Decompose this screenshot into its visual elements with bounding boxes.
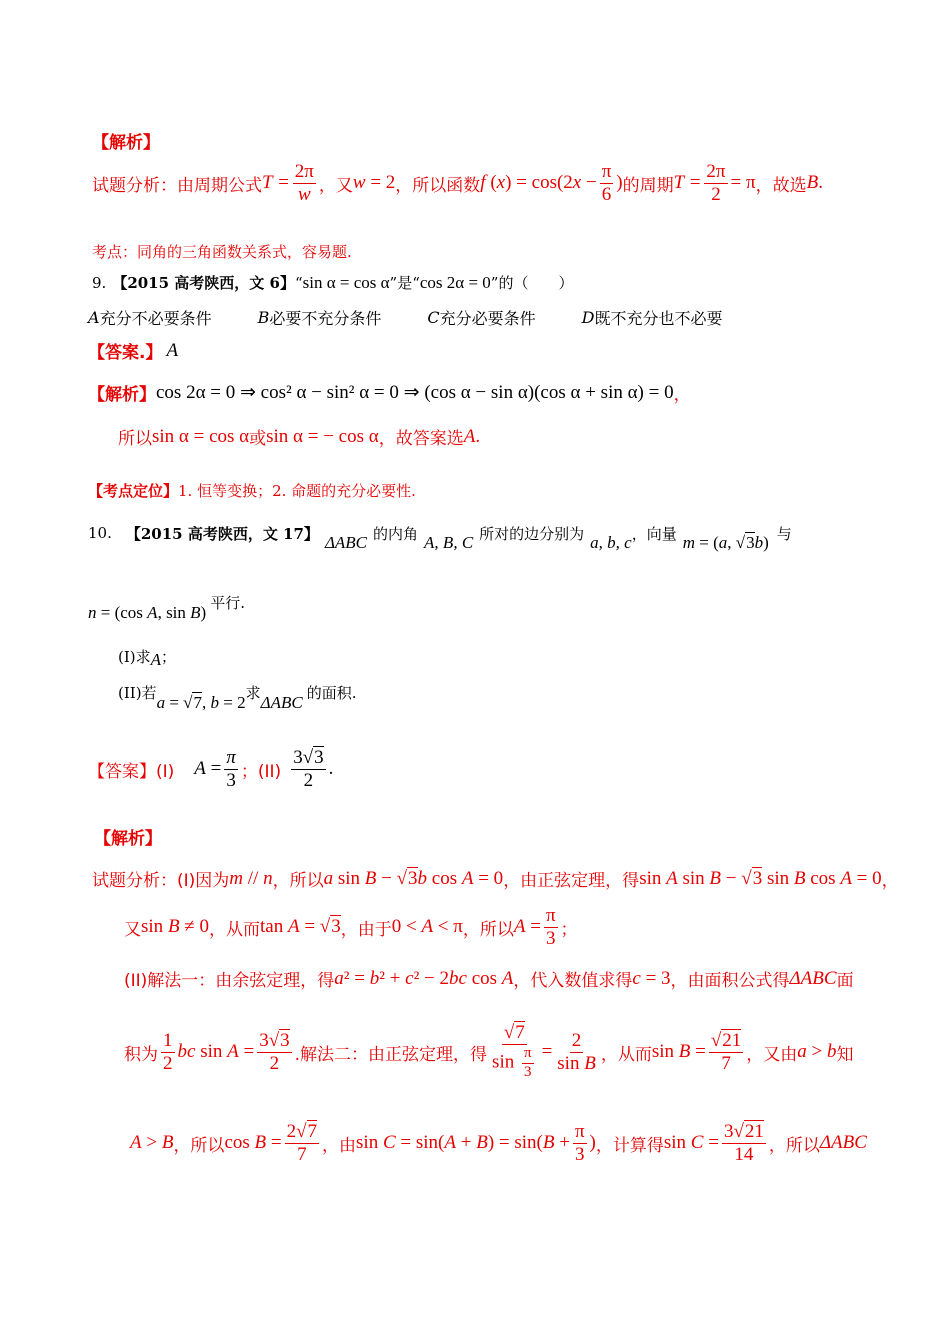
q8-solution-line: 试题分析：由周期公式 T = $\frac{2\pi}{w}$ ，又 w = 2 ，所以函数 f (x) = cos(2x − $\frac{\pi}{6}$ ) 的周期 T = $\frac{2\pi}{2}$ = π ，故选 B . bbox=[92, 160, 823, 205]
q10-sol-2d: ，所以 bbox=[462, 919, 514, 940]
q10-math-sinB-eq: sin B = bbox=[651, 1041, 706, 1062]
q9-answer-value: A bbox=[166, 339, 179, 361]
q10-question-line-2 bbox=[88, 592, 245, 622]
q10-sol-4a: 积为 bbox=[124, 1044, 158, 1065]
q10-math-A-gt-B: A > B bbox=[130, 1132, 174, 1153]
q10-source: 【2015 高考陕西，文 17】 bbox=[125, 524, 319, 543]
jiexi-label-q8: 【解析】 bbox=[92, 133, 160, 153]
q9-kaodian-label: 【考点定位】 bbox=[88, 482, 179, 500]
q10-text-4: 与 bbox=[776, 524, 792, 543]
q8-math-T: T = bbox=[262, 172, 290, 193]
q10-math-range: 0 < A < π bbox=[391, 916, 463, 937]
q10-answer-label: 【答案】(I) bbox=[88, 761, 175, 782]
q10-math-A-eq: A = bbox=[513, 916, 541, 937]
q10-math-triangle: ΔABC bbox=[324, 533, 368, 552]
q10-sol-1a: 试题分析：(I)因为 bbox=[92, 871, 230, 891]
q10-math-frac-2-sinB: $\frac{2}{\text{sin B}}$ bbox=[557, 1029, 596, 1074]
q10-sol-4e: 知 bbox=[836, 1044, 854, 1065]
q10-math-a-gt-b: a > b bbox=[797, 1041, 837, 1062]
q10-math-area: bc sin A = bbox=[177, 1041, 255, 1062]
q10-answer-line: 【答案】(I) A = $\frac{\pi}{3}$ ；(II) $\frac{3√3}{2}$ . bbox=[88, 747, 334, 791]
q9-quote-close: ”的（ ） bbox=[490, 274, 574, 292]
q10-sol-5c: ，计算得 bbox=[595, 1135, 664, 1156]
q10-math-frac-2rt7-7: $\frac{2√7}{7}$ bbox=[286, 1120, 318, 1165]
q10-jiexi-label: 【解析】 bbox=[94, 829, 162, 849]
q10-part2-text-b: 求 bbox=[245, 684, 261, 702]
q10-part2-text: (II)若 bbox=[118, 684, 157, 702]
q10-sol-3b: ，代入数值求得 bbox=[513, 971, 633, 991]
q9-opt-d: 既不充分也不必要 bbox=[594, 309, 723, 328]
q9-sol-text-c: ，故答案选 bbox=[378, 429, 464, 449]
q10-sol-2c: ，由于 bbox=[340, 919, 392, 940]
q9-kaodian-text: 1. 恒等变换；2. 命题的充分必要性. bbox=[178, 482, 416, 500]
q9-opt-a: 充分不必要条件 bbox=[99, 309, 212, 328]
q8-solution-text-d: 的周期 bbox=[622, 175, 674, 196]
q10-math-frac-area: $\frac{3√3}{2}$ bbox=[259, 1029, 290, 1074]
q10-sol-1b: ，所以 bbox=[272, 871, 324, 891]
q10-math-sinB-ne0: sin B ≠ 0 bbox=[141, 916, 209, 937]
q10-sol-5a: ，所以 bbox=[173, 1135, 225, 1156]
q10-text-3: ，向量 bbox=[631, 524, 677, 543]
q10-math-tanA: tan A = √3 bbox=[259, 916, 341, 937]
q10-part1-math-A: A bbox=[150, 649, 162, 669]
q10-sol-4c: ，从而 bbox=[600, 1044, 652, 1065]
q10-sol-4b: .解法二：由正弦定理，得 bbox=[294, 1044, 488, 1065]
q8-math-paren: ) bbox=[616, 172, 623, 193]
q9-opt-a-letter: A bbox=[88, 308, 100, 327]
q10-sol-2b: ，从而 bbox=[208, 919, 260, 940]
q10-sol-5d: ，所以 bbox=[768, 1135, 820, 1156]
q10-answer-frac-3rt3-2: $\frac{3√3}{2}$ bbox=[293, 747, 324, 791]
q10-solution-line-2: 又 sin B ≠ 0 ，从而 tan A = √3 ，由于 0 < A < π ，所以 A = $\frac{\pi}{3}$ ； bbox=[124, 904, 578, 949]
q10-math-abc: a, b, c bbox=[590, 533, 632, 552]
q10-math-eq2: sin A sin B − √3 sin B cos A = 0 bbox=[639, 867, 882, 889]
q10-math-ABC: A, B, C bbox=[424, 533, 474, 552]
q10-math-triangle-2: ΔABC bbox=[789, 967, 837, 989]
q9-sol-text-b: 或 bbox=[249, 429, 267, 449]
q10-sol-3a: (II)解法一：由余弦定理，得 bbox=[124, 971, 335, 991]
q9-math-A: A bbox=[463, 425, 476, 447]
q10-part2-math-values: a = √7, b = 2 bbox=[156, 692, 246, 712]
q10-answer-mid: ；(II) bbox=[240, 761, 282, 782]
q10-math-frac-1-2: $\frac{1}{2}$ bbox=[163, 1029, 173, 1074]
q8-solution-text-c: ，所以函数 bbox=[395, 175, 481, 196]
q8-math-T2: T = bbox=[673, 172, 702, 193]
q9-jiexi-label: 【解析】 bbox=[88, 385, 156, 405]
q10-part-1 bbox=[118, 646, 176, 667]
q9-math-sin-eq-cos: sin α = cos α bbox=[302, 272, 390, 292]
q10-part1-end: ； bbox=[161, 648, 177, 666]
q10-math-parallel: m // n bbox=[229, 867, 273, 889]
q10-answer-math-1: A = bbox=[194, 758, 222, 780]
q8-math-B: B bbox=[806, 172, 819, 193]
q10-math-sinC-eq: sin C = bbox=[663, 1132, 719, 1153]
q8-kaodian: 考点：同角的三角函数关系式，容易题. bbox=[92, 243, 352, 261]
q10-part2-text-c: 的面积. bbox=[306, 684, 357, 702]
q10-math-c3: c = 3 bbox=[632, 967, 671, 989]
q10-question-line-1 bbox=[88, 514, 792, 552]
q10-sol-3d: 面 bbox=[836, 971, 854, 991]
q10-sol-1c: ，由正弦定理，得 bbox=[503, 871, 640, 891]
q8-math-func: f (x) = cos(2x − bbox=[480, 172, 597, 193]
q10-part2-math-triangle: ΔABC bbox=[260, 692, 303, 712]
q9-opt-b: 必要不充分条件 bbox=[269, 309, 382, 328]
q9-solution-line-2: 所以 sin α = cos α 或 sin α = − cos α ，故答案选 A . bbox=[118, 425, 481, 449]
q8-math-frac-pi-6: $\frac{\pi}{6}$ bbox=[601, 160, 612, 205]
q9-math-derivation: cos 2α = 0 ⇒ cos² α − sin² α = 0 ⇒ (cos α − sin α)(cos α + sin α) = 0 bbox=[156, 382, 674, 403]
q10-math-cosine-law: a² = b² + c² − 2bc cos A bbox=[334, 967, 514, 989]
q9-sol-text-a: 所以 bbox=[118, 429, 152, 449]
q10-text-2: 所对的边分别为 bbox=[479, 524, 585, 543]
q10-math-eq1: a sin B − √3b cos A = 0 bbox=[323, 867, 504, 889]
q10-solution-line-5: A > B ，所以 cos B = $\frac{2√7}{7}$ ，由 sin C = sin(A + B) = sin(B + $\frac{\pi}{3}$ ) ，计算得 sin C = $\frac{3√21}{14}$ ，所以 ΔABC bbox=[130, 1120, 867, 1165]
q10-math-frac-rt7-sinpi3: √7 sin $\frac{\pi}{3}$ bbox=[492, 1022, 532, 1080]
q9-opt-b-letter: B bbox=[257, 308, 270, 327]
q9-source: 【2015 高考陕西，文 6】 bbox=[112, 274, 295, 292]
q9-answer-line bbox=[88, 338, 178, 363]
q9-question-line bbox=[92, 272, 573, 293]
q8-solution-text-b: ，又 bbox=[318, 175, 353, 196]
q9-quote-open: “ bbox=[294, 273, 303, 292]
q10-solution-line-3 bbox=[124, 966, 854, 991]
q9-kaodian-line bbox=[88, 480, 416, 501]
q10-part-2 bbox=[118, 682, 357, 712]
q10-part1-text: (I)求 bbox=[118, 648, 151, 666]
q10-solution-line-4: 积为 $\frac{1}{2}$ bc sin A = $\frac{3√3}{2}$ .解法二：由正弦定理，得 √7 sin $\frac{\pi}{3}$ = $\frac{2}{\text{sin B}}$ ，从而 sin B = $\frac{√21}{7}$ ，又由 a > b 知 bbox=[124, 1022, 854, 1080]
q9-quote-mid: ”是“ bbox=[389, 274, 420, 292]
q10-math-frac-pi-3: $\frac{\pi}{3}$ bbox=[545, 904, 556, 949]
q8-math-w2: w = 2 bbox=[352, 172, 396, 193]
q10-math-triangle-3: ΔABC bbox=[819, 1132, 867, 1153]
q8-math-frac-2pi-w: $\frac{2\pi}{w}$ bbox=[294, 160, 314, 205]
q10-sol-2a: 又 bbox=[124, 919, 141, 940]
q9-opt-c-letter: C bbox=[427, 308, 440, 327]
q10-math-vector-m: m = (a, √3b) bbox=[682, 533, 769, 552]
q8-solution-text-e: ，故选 bbox=[755, 175, 807, 196]
q10-math-frac-3rt21-14: $\frac{3√21}{14}$ bbox=[723, 1120, 764, 1165]
q10-math-frac-pi-3-b: $\frac{\pi}{3}$ bbox=[574, 1120, 585, 1165]
q9-math-case1: sin α = cos α bbox=[152, 425, 250, 447]
q10-sol-4d: ，又由 bbox=[746, 1044, 798, 1065]
q10-math-cosB: cos B = bbox=[224, 1132, 282, 1153]
q9-opt-c: 充分必要条件 bbox=[439, 309, 536, 328]
q9-math-case2: sin α = − cos α bbox=[266, 425, 379, 447]
q9-math-cos2a: cos 2α = 0 bbox=[419, 272, 491, 292]
q10-sol-3c: ，由面积公式得 bbox=[670, 971, 790, 991]
q8-math-frac-2pi-2: $\frac{2\pi}{2}$ bbox=[706, 160, 726, 205]
q10-sol-5b: ，由 bbox=[322, 1135, 357, 1156]
q10-math-vector-n: n = (cos A, sin B) bbox=[88, 602, 207, 622]
q10-math-frac-rt21-7: $\frac{√21}{7}$ bbox=[710, 1029, 742, 1074]
q10-text-5: 平行. bbox=[210, 594, 245, 612]
q9-solution-line-1: 【解析】 cos 2α = 0 ⇒ cos² α − sin² α = 0 ⇒ (cos α − sin α)(cos α + sin α) = 0 ， bbox=[88, 382, 691, 405]
q8-math-eq-pi: = π bbox=[730, 172, 756, 193]
q8-solution-text-a: 试题分析：由周期公式 bbox=[92, 175, 262, 196]
q9-answer-label: 【答案.】 bbox=[88, 343, 163, 363]
q10-answer-frac-pi-3: $\frac{\pi}{3}$ bbox=[226, 747, 236, 791]
q9-opt-d-letter: D bbox=[581, 308, 595, 327]
q10-solution-line-1: 试题分析：(I)因为 m // n ，所以 a sin B − √3b cos A = 0 ，由正弦定理，得 sin A sin B − √3 sin B cos A = 0 ， bbox=[92, 867, 899, 891]
q10-math-sinC-expand: sin C = sin(A + B) = sin(B + bbox=[356, 1132, 570, 1153]
q9-number: 9. bbox=[92, 273, 107, 292]
q9-options bbox=[88, 306, 722, 329]
q10-text-1: 的内角 bbox=[373, 524, 419, 543]
q10-number: 10. bbox=[88, 524, 112, 542]
